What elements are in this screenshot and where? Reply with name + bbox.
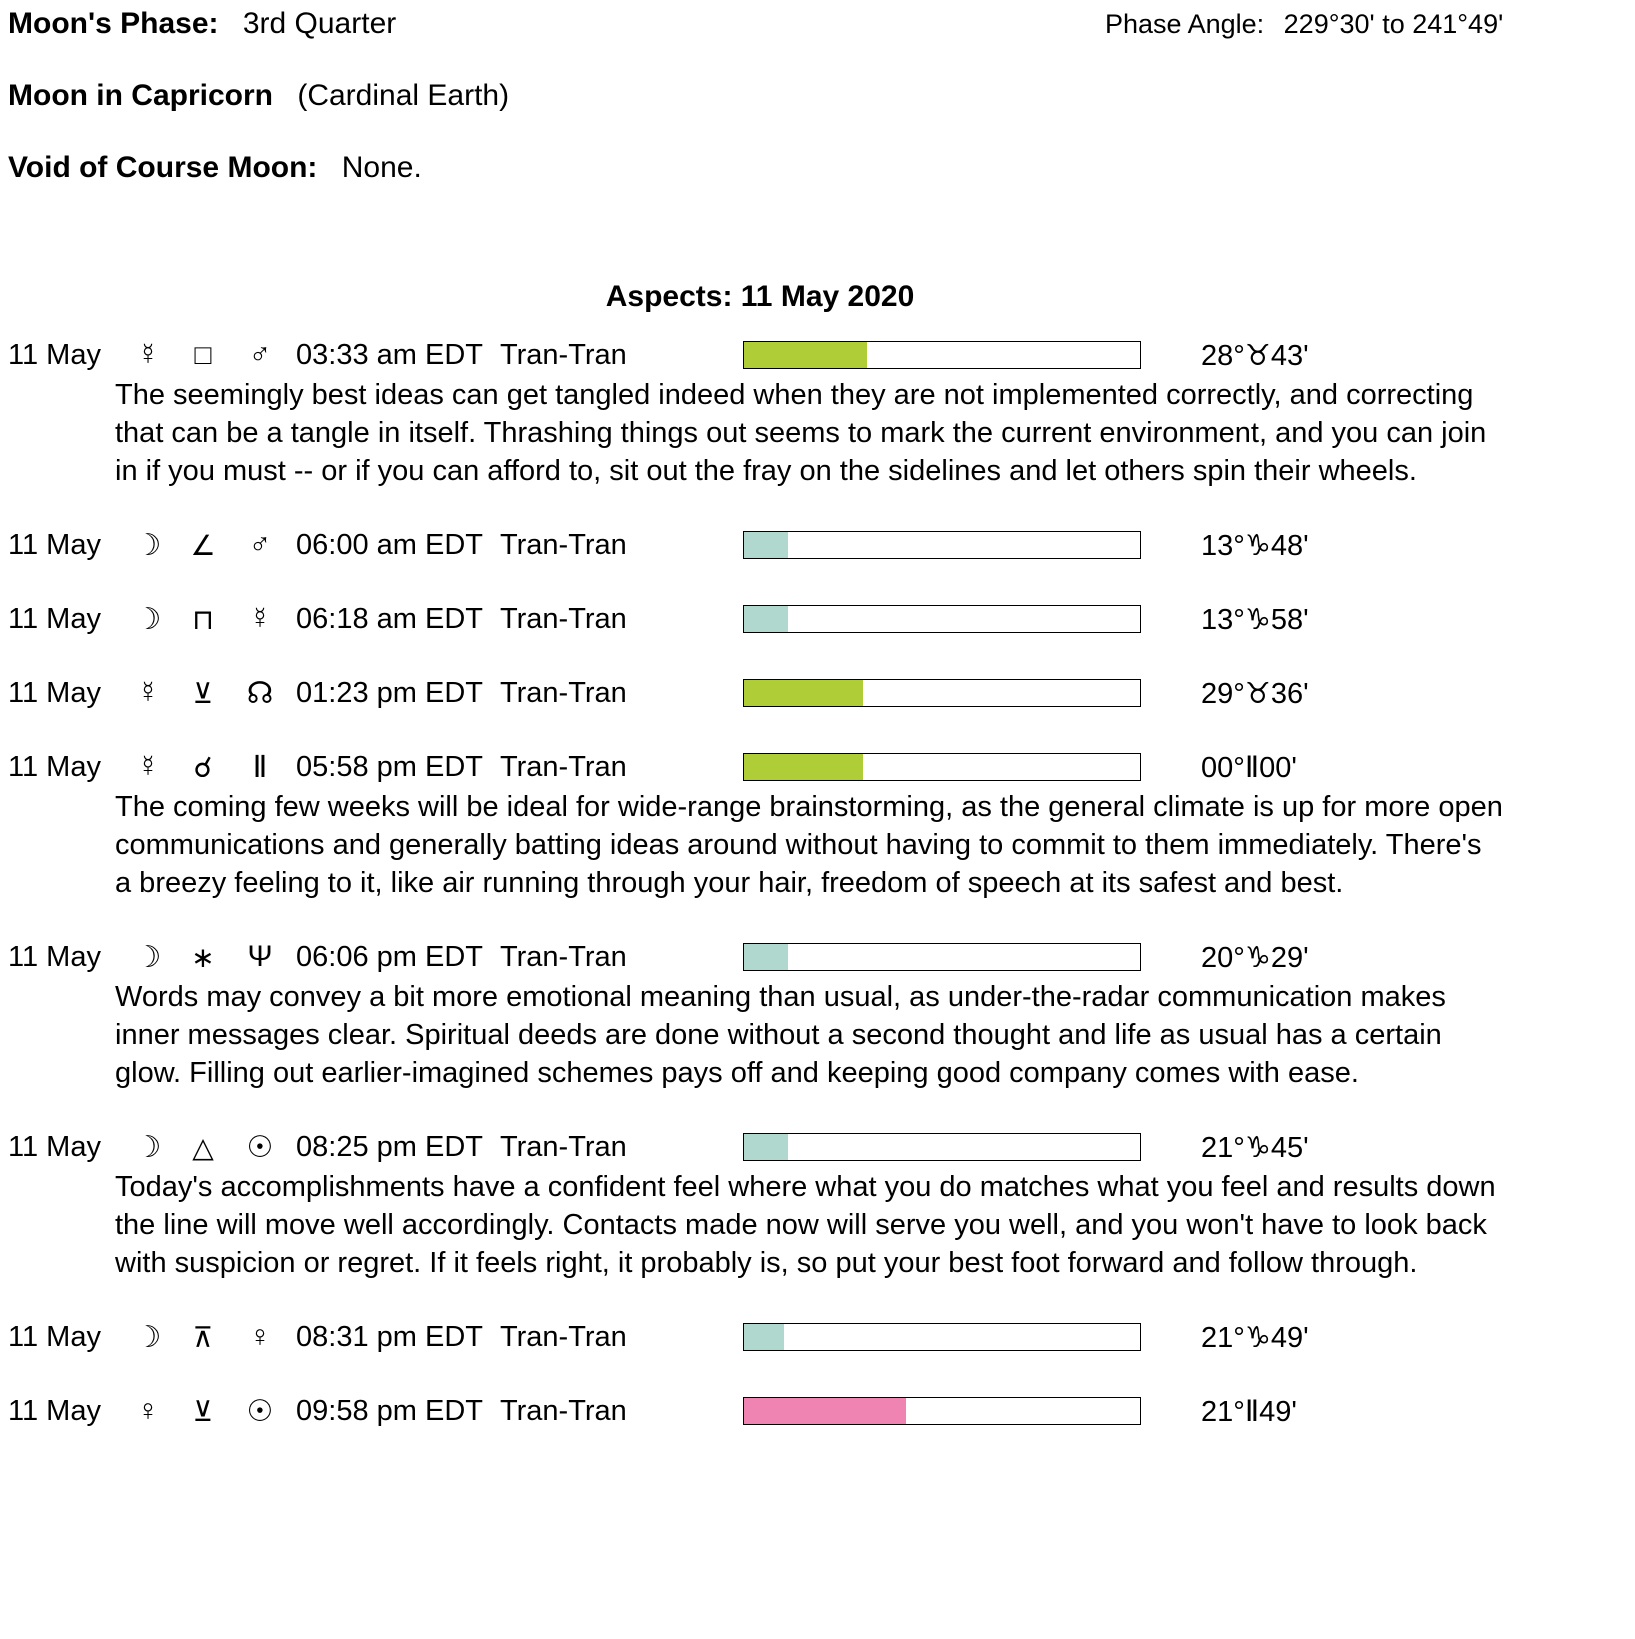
aspect-time: 06:18 am EDT [296, 602, 483, 635]
orb-progress-bar [743, 1323, 1141, 1351]
mercury-icon: ☿ [248, 602, 272, 635]
moon-sign-value: (Cardinal Earth) [297, 79, 510, 112]
aspect-date: 11 May [8, 1320, 101, 1353]
orb-progress-bar [743, 1397, 1141, 1425]
orb-bar-fill [744, 532, 788, 558]
sesquiquadrate-aspect-icon: ⊓ [192, 603, 214, 635]
north-node-icon: ☊ [246, 676, 274, 710]
aspect-block [8, 600, 1635, 638]
orb-bar-fill [744, 1134, 788, 1160]
orb-bar-fill [744, 342, 867, 368]
aspect-list [0, 336, 1635, 1430]
aspect-position: 00°Ⅱ00' [1201, 751, 1297, 784]
moon-phase-label: Moon's Phase: [8, 7, 219, 40]
orb-bar-fill [744, 606, 788, 632]
orb-bar-fill [744, 944, 788, 970]
moon-sign-label: Moon in Capricorn [8, 79, 273, 112]
aspect-block [8, 1318, 1635, 1356]
void-of-course-value: None. [341, 151, 422, 184]
aspect-row [8, 938, 1635, 976]
aspect-date: 11 May [8, 602, 101, 635]
aspect-row [8, 1128, 1635, 1166]
conjunction-aspect-icon: ☌ [193, 751, 213, 783]
aspect-description: Today's accomplishments have a confident feel where what you do matches what you feel and results down the line will move well accordingly. Contacts made now will serve you well, and you won't have to look back with suspicion or regret. If it feels right, it probably is, so put your best foot forward and follow through. [115, 1171, 1496, 1279]
aspect-type: Tran-Tran [500, 338, 627, 371]
aspect-block [8, 336, 1635, 490]
moon-icon: ☽ [134, 602, 162, 636]
aspect-type: Tran-Tran [500, 528, 627, 561]
orb-progress-bar [743, 531, 1141, 559]
moon-phase-value: 3rd Quarter [242, 7, 397, 40]
aspect-time: 08:25 pm EDT [296, 1130, 483, 1163]
aspect-position: 29°♉36' [1201, 677, 1309, 710]
aspect-description: Words may convey a bit more emotional meaning than usual, as under-the-radar communication makes inner messages clear. Spiritual deeds are done without a second thought and life as usual has a certain glow. Filling out earlier-imagined schemes pays off and keeping good company comes with ease. [115, 981, 1446, 1089]
moon-icon: ☽ [134, 528, 162, 562]
aspect-description: The coming few weeks will be ideal for wide-range brainstorming, as the general climate is up for more open communications and generally batting ideas around without having to commit to them immediately. There's a breezy feeling to it, like air running through your hair, freedom of speech at its safest and best. [115, 791, 1503, 899]
aspect-row [8, 600, 1635, 638]
moon-icon: ☽ [134, 1320, 162, 1354]
aspect-date: 11 May [8, 676, 101, 709]
venus-icon: ♀ [248, 1320, 272, 1353]
aspect-type: Tran-Tran [500, 1130, 627, 1163]
aspect-type: Tran-Tran [500, 1394, 627, 1427]
semisextile-aspect-icon: ⊻ [192, 1395, 214, 1427]
moon-icon: ☽ [134, 940, 162, 974]
orb-progress-bar [743, 341, 1141, 369]
aspect-date: 11 May [8, 528, 101, 561]
aspect-type: Tran-Tran [500, 1320, 627, 1353]
aspect-description: The seemingly best ideas can get tangled indeed when they are not implemented correctly, and correcting that can be a tangle in itself. Thrashing things out seems to mark the current environment, and you can join in if you must -- or if you can afford to, sit out the fray on the sidelines and let others spin their wheels. [115, 379, 1487, 487]
void-of-course-line [8, 150, 1635, 186]
mars-icon: ♂ [248, 528, 272, 561]
sun-icon: ☉ [246, 1130, 274, 1164]
aspect-row [8, 1392, 1635, 1430]
aspect-date: 11 May [8, 1394, 101, 1427]
aspect-type: Tran-Tran [500, 750, 627, 783]
aspect-time: 08:31 pm EDT [296, 1320, 483, 1353]
gemini-icon: Ⅱ [252, 750, 268, 784]
aspect-position: 13°♑58' [1201, 603, 1309, 636]
aspect-date: 11 May [8, 1130, 101, 1163]
aspect-row [8, 748, 1635, 786]
aspect-position: 21°♑49' [1201, 1321, 1309, 1354]
aspect-position: 13°♑48' [1201, 529, 1309, 562]
aspect-block [8, 1128, 1635, 1282]
aspect-block [8, 674, 1635, 712]
mercury-icon: ☿ [136, 750, 160, 783]
orb-progress-bar [743, 753, 1141, 781]
mercury-icon: ☿ [136, 338, 160, 371]
aspect-time: 05:58 pm EDT [296, 750, 483, 783]
aspect-row [8, 674, 1635, 712]
aspect-block [8, 938, 1635, 1092]
aspect-block [8, 1392, 1635, 1430]
aspect-type: Tran-Tran [500, 602, 627, 635]
trine-aspect-icon: △ [192, 1131, 214, 1163]
orb-progress-bar [743, 605, 1141, 633]
aspect-time: 01:23 pm EDT [296, 676, 483, 709]
orb-progress-bar [743, 1133, 1141, 1161]
quincunx-aspect-icon: ⊼ [192, 1321, 214, 1353]
aspect-row [8, 336, 1635, 374]
sextile-aspect-icon: ∗ [191, 941, 215, 973]
aspect-date: 11 May [8, 338, 101, 371]
orb-bar-fill [744, 1398, 906, 1424]
square-aspect-icon: □ [194, 339, 212, 370]
aspect-type: Tran-Tran [500, 940, 627, 973]
aspect-type: Tran-Tran [500, 676, 627, 709]
moon-sign-line [8, 78, 1635, 114]
aspect-position: 28°♉43' [1201, 339, 1309, 372]
aspect-block [8, 526, 1635, 564]
aspect-position: 21°Ⅱ49' [1201, 1395, 1297, 1428]
aspect-row [8, 526, 1635, 564]
orb-bar-fill [744, 1324, 784, 1350]
phase-angle-line [1105, 6, 1503, 42]
semisextile-aspect-icon: ⊻ [192, 677, 214, 709]
void-of-course-label: Void of Course Moon: [8, 151, 318, 184]
moon-icon: ☽ [134, 1130, 162, 1164]
orb-progress-bar [743, 679, 1141, 707]
mars-icon: ♂ [248, 338, 272, 371]
aspects-title: Aspects: 11 May 2020 [605, 280, 915, 313]
aspect-row [8, 1318, 1635, 1356]
mercury-icon: ☿ [136, 676, 160, 709]
venus-icon: ♀ [136, 1394, 160, 1427]
aspect-position: 20°♑29' [1201, 941, 1309, 974]
phase-angle-value: 229°30' to 241°49' [1283, 9, 1504, 39]
phase-angle-label: Phase Angle: [1105, 9, 1265, 39]
aspect-date: 11 May [8, 940, 101, 973]
aspect-block [8, 748, 1635, 902]
orb-progress-bar [743, 943, 1141, 971]
sun-icon: ☉ [246, 1394, 274, 1428]
orb-bar-fill [744, 680, 863, 706]
neptune-icon: Ψ [247, 940, 273, 973]
aspect-date: 11 May [8, 750, 101, 783]
semisquare-aspect-icon: ∠ [190, 529, 216, 561]
aspect-time: 06:00 am EDT [296, 528, 483, 561]
aspect-time: 06:06 pm EDT [296, 940, 483, 973]
aspect-time: 03:33 am EDT [296, 338, 483, 371]
report-header [0, 0, 1635, 186]
aspect-time: 09:58 pm EDT [296, 1394, 483, 1427]
orb-bar-fill [744, 754, 863, 780]
aspect-position: 21°♑45' [1201, 1131, 1309, 1164]
